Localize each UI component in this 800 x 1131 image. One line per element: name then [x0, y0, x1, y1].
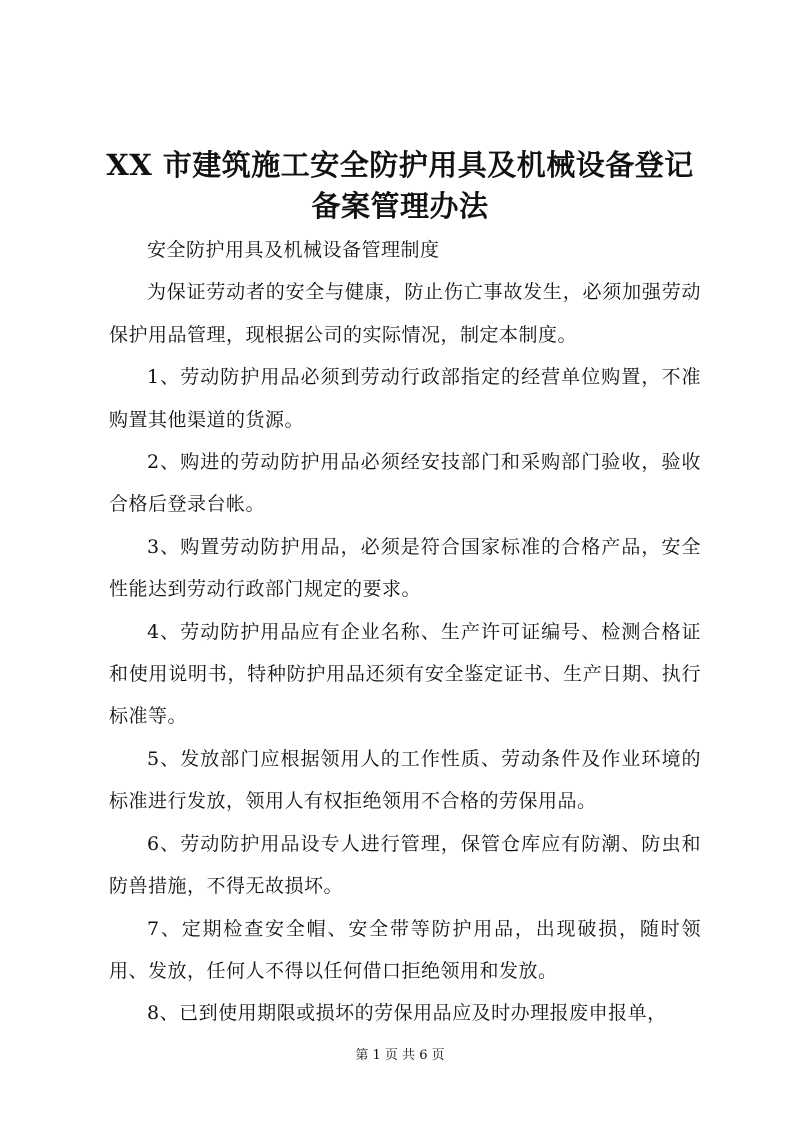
document-title-line-2: 备案管理办法: [311, 189, 489, 223]
document-body: [109, 229, 701, 1035]
rule-paragraph-5: 5、发放部门应根据领用人的工作性质、劳动条件及作业环境的标准进行发放，领用人有权拒绝领用不合格的劳保用品。: [109, 747, 701, 813]
rule-paragraph-8: 8、已到使用期限或损坏的劳保用品应及时办理报废申报单，: [147, 1002, 667, 1025]
document-title-line-1: XX 市建筑施工安全防护用具及机械设备登记: [106, 148, 694, 182]
section-heading: 安全防护用具及机械设备管理制度: [147, 239, 440, 261]
rule-paragraph-3: 3、购置劳动防护用品，必须是符合国家标准的合格产品，安全性能达到劳动行政部门规定的要求。: [109, 535, 701, 601]
rule-paragraph-6: 6、劳动防护用品设专人进行管理，保管仓库应有防潮、防虫和防兽措施，不得无故损坏。: [109, 832, 701, 898]
rule-paragraph-1: 1、劳动防护用品必须到劳动行政部指定的经营单位购置，不准购置其他渠道的货源。: [109, 366, 701, 431]
rule-paragraph-4: 4、劳动防护用品应有企业名称、生产许可证编号、检测合格证和使用说明书，特种防护用品还须有安全鉴定证书、生产日期、执行标准等。: [109, 620, 701, 728]
rule-paragraph-7: 7、定期检查安全帽、安全带等防护用品，出现破损，随时领用、发放，任何人不得以任何借口拒绝领用和发放。: [109, 917, 701, 982]
rule-paragraph-2: 2、购进的劳动防护用品必须经安技部门和采购部门验收，验收合格后登录台帐。: [109, 451, 701, 516]
intro-paragraph: 为保证劳动者的安全与健康，防止伤亡事故发生，必须加强劳动保护用品管理，现根据公司的实际情况，制定本制度。: [109, 281, 701, 346]
page-number-footer: 第 1 页 共 6 页: [355, 1048, 445, 1063]
